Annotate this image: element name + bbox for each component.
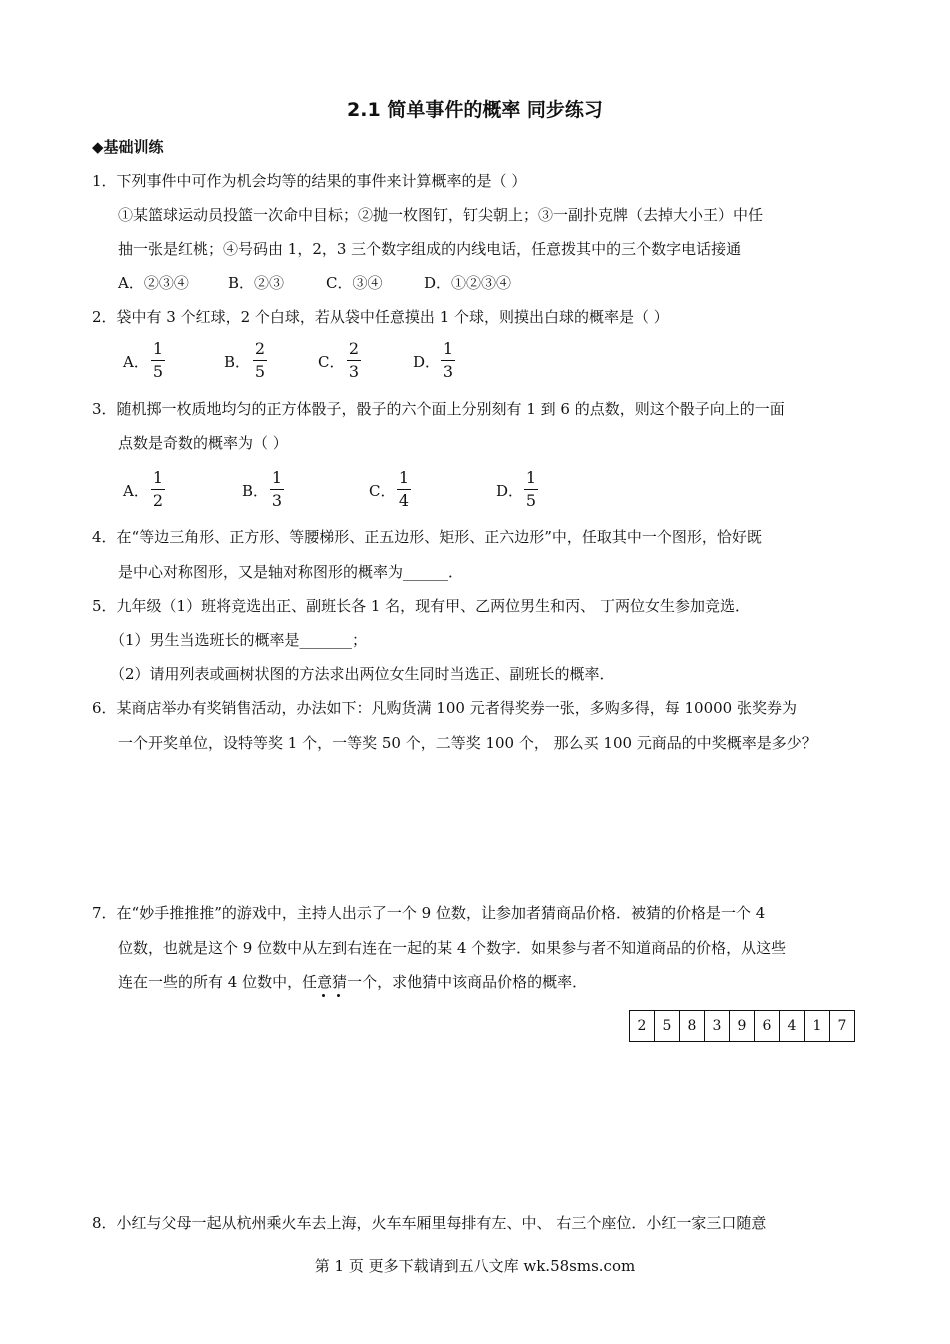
q1-stem: 1．下列事件中可作为机会均等的结果的事件来计算概率的是（ ） [92,172,527,190]
q2-option-a-label: A． [123,353,149,371]
nine-digit-number-table [629,1010,855,1042]
digit-cell: 4 [780,1011,805,1042]
q5-line1: 5．九年级（1）班将竞选出正、副班长各 1 名，现有甲、乙两位男生和丙、 丁两位女生参加竞选． [92,597,750,615]
q3-option-b-fraction [267,469,287,510]
q5-sub1: （1）男生当选班长的概率是_______； [110,631,368,649]
q7-line3: 连在一些的所有 4 位数中，任意猜一个，求他猜中该商品价格的概率． [118,973,588,991]
numerator: 1 [442,339,454,358]
denominator: 3 [348,362,360,381]
denominator: 2 [152,491,164,510]
numerator: 1 [152,468,164,487]
denominator: 4 [398,491,410,510]
q1-option-b: B．②③ [228,274,285,292]
q7-line2: 位数，也就是这个 9 位数中从左到右连在一起的某 4 个数字．如果参与者不知道商品的价格，从这些 [118,939,787,957]
q2-option-d-fraction [438,340,458,381]
q1-option-d: D．①②③④ [424,274,512,292]
q3-option-c-fraction [394,469,414,510]
q3-line2: 点数是奇数的概率为（ ） [118,434,288,452]
denominator: 3 [271,491,283,510]
q3-option-d-label: D． [496,482,524,500]
digit-cell: 2 [630,1011,655,1042]
numerator: 1 [525,468,537,487]
numerator: 1 [271,468,283,487]
denominator: 5 [525,491,537,510]
q5-sub2: （2）请用列表或画树状图的方法求出两位女生同时当选正、副班长的概率． [110,665,615,683]
numerator: 2 [348,339,360,358]
section-heading: ◆基础训练 [92,138,164,156]
q2-option-c-label: C． [318,353,345,371]
q2-option-a-fraction [148,340,168,381]
q2-option-b-fraction [250,340,270,381]
digit-cell: 1 [805,1011,830,1042]
q7-line1: 7．在“妙手推推推”的游戏中，主持人出示了一个 9 位数，让参加者猜商品价格．被猜的价格是一个 4 [92,904,766,922]
q3-option-c-label: C． [369,482,396,500]
q1-line2: 抽一张是红桃；④号码由 1，2，3 三个数字组成的内线电话，任意拨其中的三个数字电话接通 [118,240,742,258]
denominator: 5 [254,362,266,381]
q4-line1: 4．在“等边三角形、正方形、等腰梯形、正五边形、矩形、正六边形”中，任取其中一个图形，恰好既 [92,528,762,546]
page-footer: 第 1 页 更多下载请到五八文库 wk.58sms.com [314,1257,636,1275]
q3-option-b-label: B． [242,482,269,500]
q3-option-a-fraction [148,469,168,510]
denominator: 5 [152,362,164,381]
q2-option-d-label: D． [413,353,441,371]
digit-cell: 6 [755,1011,780,1042]
digit-cell: 3 [705,1011,730,1042]
q8-line1: 8．小红与父母一起从杭州乘火车去上海，火车车厢里每排有左、中、 右三个座位．小红一家三口随意 [92,1214,767,1232]
q4-line2: 是中心对称图形，又是轴对称图形的概率为______． [118,563,464,581]
emphasis-dot [337,994,340,997]
numerator: 1 [152,339,164,358]
q6-line2: 一个开奖单位，设特等奖 1 个，一等奖 50 个，二等奖 100 个， 那么买 100 元商品的中奖概率是多少？ [118,734,817,752]
numerator: 1 [398,468,410,487]
numerator: 2 [254,339,266,358]
q3-option-a-label: A． [123,482,149,500]
q6-line1: 6．某商店举办有奖销售活动，办法如下：凡购货满 100 元者得奖券一张，多购多得，每 10000 张奖券为 [92,699,797,717]
emphasis-dot [322,994,325,997]
digit-cell: 8 [680,1011,705,1042]
q1-option-c: C．③④ [326,274,383,292]
q1-option-a: A．②③④ [118,274,189,292]
digit-cell: 7 [830,1011,855,1042]
q2-option-c-fraction [344,340,364,381]
digit-cell: 5 [655,1011,680,1042]
digit-cell: 9 [730,1011,755,1042]
denominator: 3 [442,362,454,381]
q1-line1: ①某篮球运动员投篮一次命中目标；②抛一枚图钉，钉尖朝上；③一副扑克牌（去掉大小王）中任 [118,206,764,224]
q3-line1: 3．随机掷一枚质地均匀的正方体骰子，骰子的六个面上分别刻有 1 到 6 的点数，则这个骰子向上的一面 [92,400,785,418]
page-title: 2.1 简单事件的概率 同步练习 [347,99,603,121]
q3-option-d-fraction [521,469,541,510]
q2-option-b-label: B． [224,353,251,371]
q2-stem: 2．袋中有 3 个红球，2 个白球，若从袋中任意摸出 1 个球，则摸出白球的概率是（ ） [92,308,669,326]
